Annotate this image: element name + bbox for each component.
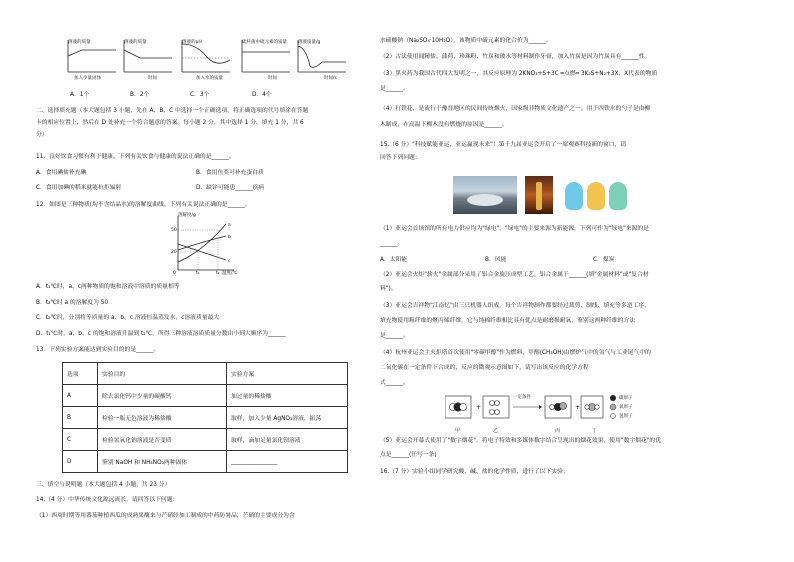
q15-part2: （2）亚运会火炬"薪火"金属部分采用了铝合金旋压成型工艺，铝合金属于______(填"金属材料"或"复合材: [380, 272, 649, 278]
sol-origin: 0: [173, 271, 176, 276]
q15-part4: （4）杭州亚运会主火炬塔首次使用"零碳甲醇"作为燃料，甲醇(CH₃OH)由燃炉气中的氢气与工业尾气中的: [380, 350, 651, 356]
sol-y50: 50: [171, 228, 177, 233]
legend-oxygen: 氧原子: [619, 405, 633, 410]
graph-5-xlabel: 时间/s: [324, 76, 337, 81]
curve-c: [178, 244, 226, 260]
label-jia: 甲: [455, 428, 461, 434]
legend-hydrogen: 氢原子: [619, 414, 633, 419]
graph-1-ylabel: 溶液的质量: [68, 40, 91, 45]
experiment-table: [62, 362, 348, 473]
sol-series-a: a: [228, 223, 231, 228]
right-column: [380, 0, 794, 562]
section2-line3: 分）: [36, 132, 48, 138]
label-ding: 丁: [592, 428, 598, 434]
table-cell: 取样，滴加足量氯化钡溶液: [227, 429, 348, 451]
right-line-5: （4）打铁花，是流行于豫晋地区的民间传统烟火，国家级非物质文化遗产之一。用于四铁水的勺子是由柳: [380, 106, 651, 112]
q12-option-d: D．t₁℃时，a、b、c 的饱和溶液升温到 t₂℃，所得三种溶液溶质质量分数由小到大顺序为______: [36, 331, 286, 337]
graph-2-xlabel: 时间: [148, 76, 157, 81]
q11-option-a: A．食用碘盐补充碘: [36, 170, 87, 176]
table-cell: 加过量的稀盐酸: [227, 385, 348, 407]
option-d: D．4个: [252, 92, 272, 98]
sol-xlabel: 温度/℃: [222, 271, 238, 276]
option-c: C．3个: [190, 92, 210, 98]
q15-part3b: 填充物使用粗纤维的聚丙烯纤维，它与纯棉纤维相比具有优点是耐磨损耐氧，鉴别这两种纤维的方法: [380, 318, 636, 324]
q12-option-c: C．t₂℃时，分别将等质量的 a、b、c 溶液恒温蒸发水，c溶液质量最大: [36, 315, 220, 321]
svg-text:+: +: [476, 404, 482, 411]
table-row: [63, 407, 348, 429]
reaction-condition: 一定条件: [513, 395, 531, 400]
graph-4-ylabel: 硫杆菌中硫元素的质量: [242, 40, 287, 45]
q14-part1: （1）西周时期等用番茄种植西瓜的成熟果酶来与芒硝经加工制成的中药防暑品，芒硝的主要成分为含: [36, 513, 295, 519]
label-bing: 丙: [555, 428, 561, 434]
section2-line2: 卡的相应位置上，然后在 D 处补充一个符合题意的答案。每小题 2 分，其中选择 1 分，填充 1 分，共 6: [36, 120, 304, 126]
right-line-3: （3）黑火药为我国古代四大发明之一，其反应原理为 2KNO₃+S+3C ═点燃═ 3K₂S+N₂+3X，X代表的物质: [380, 71, 658, 77]
legend-carbon: 碳原子: [619, 396, 633, 401]
sol-series-c: c: [228, 259, 231, 264]
option-a: A．1个: [70, 92, 90, 98]
q15-part4b: 二氧化碳在一定条件下合成的，反应的微观示意图如下，请写出该反应的化学方程: [380, 365, 589, 371]
sol-y20: 20: [171, 250, 177, 255]
mascot-1: [565, 182, 583, 210]
torch-photo: [525, 176, 553, 214]
q15-part4c: 式______。: [380, 380, 409, 386]
section3-title: 三、填空与说明题（本大题包括 4 小题，共 23 分）: [36, 482, 171, 488]
torch-shape: [536, 182, 542, 210]
question-13: 13．下列实验方案能达到实验目的的是______。: [36, 347, 160, 353]
q15-part3c: 是______。: [380, 333, 409, 339]
sol-t2: t₂: [216, 271, 220, 276]
q15-option-c: C．煤炭: [593, 257, 615, 263]
q15-part3: （3）亚运会吉祥物"江南忆"由三只机器人组成，每个吉祥物制作都要经过裁剪、制线、填充等多道工序，: [380, 303, 650, 309]
table-cell: 除去氯化钙中少量的碳酸钙: [98, 385, 227, 407]
q15-part1: （1）亚运会首场馆的所有电力供应均为"绿电"，"绿电"的主要来源为新能源，下列可作为"绿电"来源的是: [380, 226, 649, 232]
table-row: [63, 429, 348, 451]
table-cell: A: [63, 385, 98, 407]
q12-option-b: B．t₂℃时 a 的溶解度为 50: [36, 300, 109, 306]
question-12: 12．如图是三种物质(均不含结晶水)的溶解度曲线。下列有关说法正确的是______。: [36, 202, 251, 208]
header-cell: 实验目的: [98, 363, 227, 385]
q15-part5b: 点是______(任写一条): [380, 452, 437, 458]
mascot-3: [609, 182, 627, 210]
table-cell: 检验氢氧化钠溶液是否变质: [98, 429, 227, 451]
q15-part5: （5）亚运会开幕式使用了"数字烟花"，将电子特效和多媒体数字结合呈现出的烟花效果，使用"数字烟花"的优: [380, 438, 662, 444]
right-line-4: 是______。: [380, 86, 409, 92]
svg-text:+: +: [575, 404, 581, 411]
sol-ylabel: 溶解度/g: [178, 213, 196, 218]
q11-option-b: B．食用鱼类可补充蛋白质: [196, 170, 264, 176]
option-b: B．2个: [130, 92, 150, 98]
q11-option-c: C．食用加碘的稻米就能抗拒辐射: [36, 185, 122, 191]
table-cell: 检验一瓶无色溶液为稀盐酸: [98, 407, 227, 429]
sol-t1: t₁: [196, 271, 200, 276]
q11-option-d: D．缺锌可能患______疾病: [196, 185, 265, 191]
right-line-2: （2）古法使用闻精盐、蒲荷、珍珠粉、竹炭和玻水等材料制作牙膏，加入竹炭是因为竹炭具有______性。: [380, 54, 651, 60]
right-line-6: 木制成，在高温下柳木没有燃烧的原因是______。: [380, 122, 508, 128]
q15-option-b: B．风能: [485, 257, 507, 263]
stadium-photo: [453, 176, 517, 214]
table-cell: ________________: [227, 451, 348, 473]
q15-part1-blank: ______。: [380, 241, 404, 247]
label-yi: 乙: [493, 428, 499, 434]
header-cell: 实验方案: [227, 363, 348, 385]
question-11: 11．良好饮食习惯有利于健康。下列有关饮食与健康的说法正确的是______。: [36, 154, 235, 160]
graph-4-xlabel: 时间: [268, 76, 277, 81]
right-line-8: 回答下列问题：: [380, 155, 421, 161]
question-15: 15.（6 分）"科技赋能亚运，亚运赢现未来"！第十九届亚运会开启了一席观赛科技新的窗口，请: [380, 142, 627, 148]
graph-5-ylabel: 溶液质量/g: [298, 40, 321, 45]
mascots-photo: [563, 176, 629, 214]
table-cell: D: [63, 451, 98, 473]
header-cell: 选项: [63, 363, 98, 385]
q15-part2b: 料")。: [380, 286, 397, 292]
sol-series-b: b: [228, 235, 231, 240]
graph-1-xlabel: 加入少量固体: [74, 76, 101, 81]
table-row: [63, 451, 348, 473]
curve-a: [178, 224, 226, 262]
q12-option-a: A．t₁℃时，a、c两种物质的饱和溶液中溶质的质量相等: [36, 284, 180, 290]
right-line-1: 水硫酸钠（Na₂SO₄·10H₂O），该物质中硫元素的化合价为______。: [380, 38, 552, 44]
q15-option-a: A．太阳能: [380, 257, 408, 263]
question-14: 14.（4 分）中华传统文化源远流长，请回答以下问题：: [36, 497, 179, 503]
question-16: 16.（7 分）实验小组同学研究酸、碱、盐的化学性质，进行了以下实验：: [380, 469, 569, 475]
reaction-diagram: [445, 392, 635, 426]
table-cell: B: [63, 407, 98, 429]
section2-title: 二、选择填充题（本大题包括 3 小题，先在 A、B、C 中选择一个正确选项，将正确选项的代号填涂在答题: [36, 108, 309, 114]
table-row: [63, 385, 348, 407]
mascot-2: [587, 182, 605, 210]
table-cell: 鉴别 NaOH 和 NH₄NO₃两种固体: [98, 451, 227, 473]
table-cell: C: [63, 429, 98, 451]
graph-3-xlabel: 加入水的质量: [196, 76, 223, 81]
graph-3-ylabel: 溶液的pH: [182, 40, 202, 45]
graph-2-ylabel: 溶液的质量: [124, 40, 147, 45]
stadium-shape: [467, 194, 503, 206]
table-header: [63, 363, 348, 385]
table-cell: 取样，加入少量 AgNO₃溶液，振荡: [227, 407, 348, 429]
